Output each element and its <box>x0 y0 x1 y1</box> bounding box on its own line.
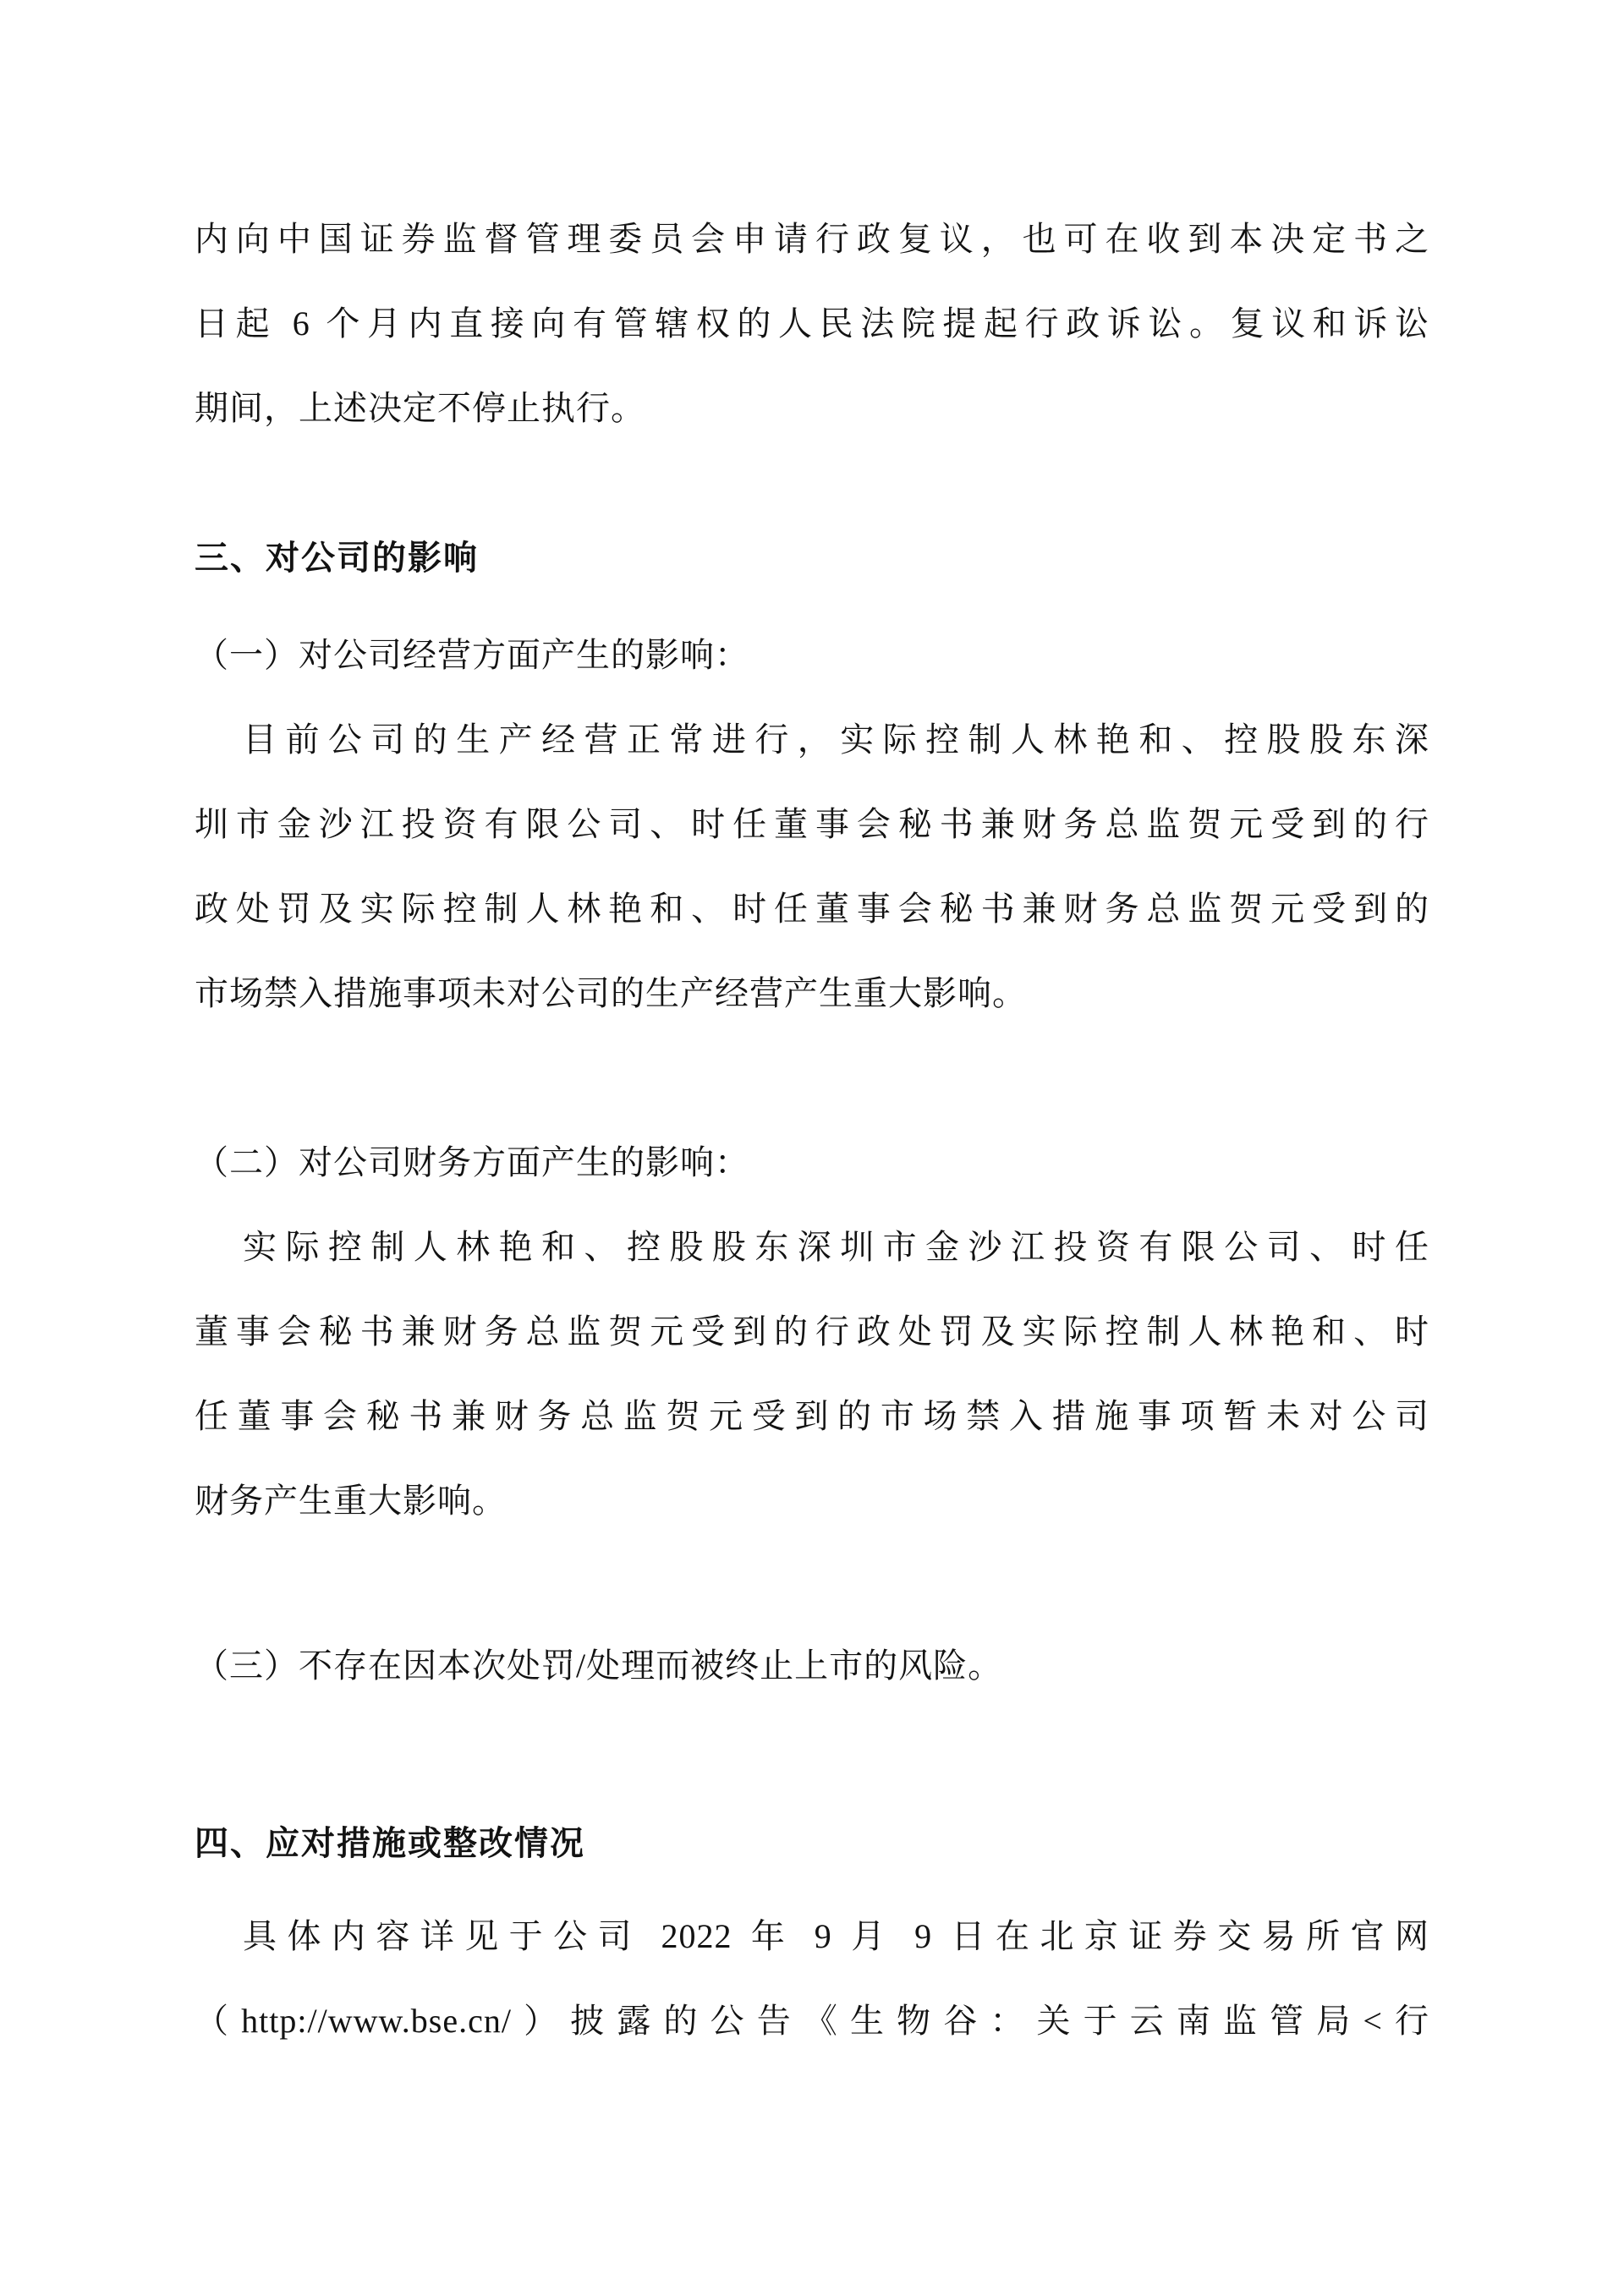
text-line: 期间，上述决定不停止执行。 <box>195 389 645 427</box>
text-line: 目前公司的生产经营正常进行，实际控制人林艳和、控股股东深 <box>243 721 1429 759</box>
text-line: 日起 6 个月内直接向有管辖权的人民法院提起行政诉讼。复议和诉讼 <box>195 304 1429 342</box>
sub-heading: （三）不存在因本次处罚/处理而被终止上市的风险。 <box>195 1647 1003 1685</box>
text-line: 财务产生重大影响。 <box>195 1482 507 1520</box>
sub-heading: （二）对公司财务方面产生的影响： <box>195 1143 749 1181</box>
text-line: 董事会秘书兼财务总监贺元受到的行政处罚及实际控制人林艳和、时 <box>195 1312 1429 1351</box>
text-line: （http://www.bse.cn/）披露的公告《生物谷：关于云南监管局<行 <box>195 2002 1429 2040</box>
text-line: 任董事会秘书兼财务总监贺元受到的市场禁入措施事项暂未对公司 <box>195 1397 1429 1435</box>
text-line: 市场禁入措施事项未对公司的生产经营产生重大影响。 <box>195 974 1027 1012</box>
text-line: 具体内容详见于公司 2022 年 9 月 9 日在北京证券交易所官网 <box>243 1917 1429 1955</box>
section-heading: 四、应对措施或整改情况 <box>195 1824 585 1862</box>
text-line: 政处罚及实际控制人林艳和、时任董事会秘书兼财务总监贺元受到的 <box>195 890 1429 928</box>
text-line: 实际控制人林艳和、控股股东深圳市金沙江投资有限公司、时任 <box>243 1228 1429 1266</box>
section-heading: 三、对公司的影响 <box>195 539 479 577</box>
text-line: 内向中国证券监督管理委员会申请行政复议，也可在收到本决定书之 <box>195 220 1429 258</box>
sub-heading: （一）对公司经营方面产生的影响： <box>195 636 749 674</box>
text-line: 圳市金沙江投资有限公司、时任董事会秘书兼财务总监贺元受到的行 <box>195 805 1429 843</box>
